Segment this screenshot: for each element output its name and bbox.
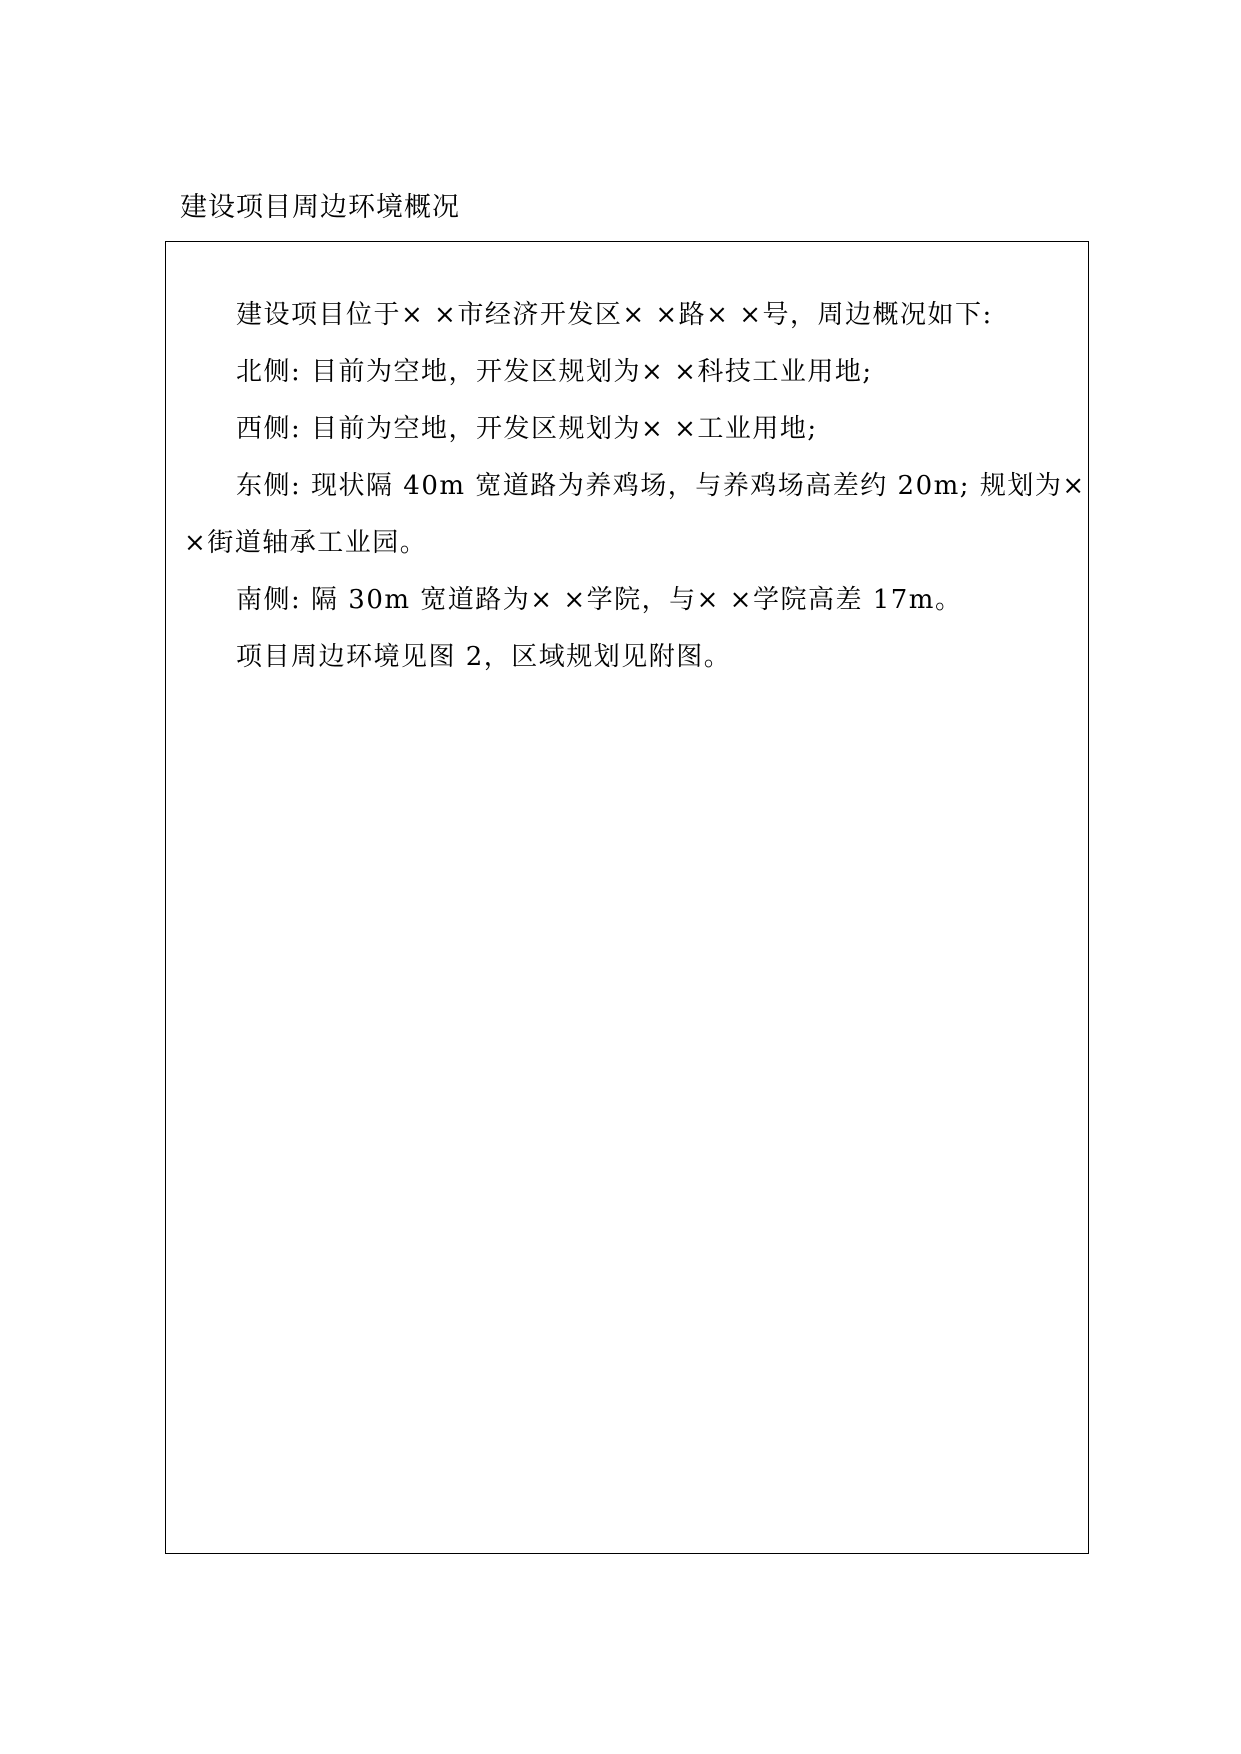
- paragraph-west-side: 西侧: 目前为空地，开发区规划为× ×工业用地;: [236, 414, 818, 444]
- section-heading: 建设项目周边环境概况: [180, 192, 460, 223]
- paragraph-east-side-continued: ×街道轴承工业园。: [184, 528, 428, 558]
- paragraph-figure-reference: 项目周边环境见图 2，区域规划见附图。: [236, 642, 732, 672]
- paragraph-location: 建设项目位于× ×市经济开发区× ×路× ×号，周边概况如下:: [236, 300, 993, 330]
- paragraph-north-side: 北侧: 目前为空地，开发区规划为× ×科技工业用地;: [236, 357, 873, 387]
- content-body: [184, 287, 1086, 686]
- paragraph-south-side: 南侧: 隔 30m 宽道路为× ×学院，与× ×学院高差 17m。: [236, 585, 963, 615]
- paragraph-east-side: 东侧: 现状隔 40m 宽道路为养鸡场，与养鸡场高差约 20m; 规划为×: [236, 471, 1086, 501]
- content-box: [165, 241, 1089, 1554]
